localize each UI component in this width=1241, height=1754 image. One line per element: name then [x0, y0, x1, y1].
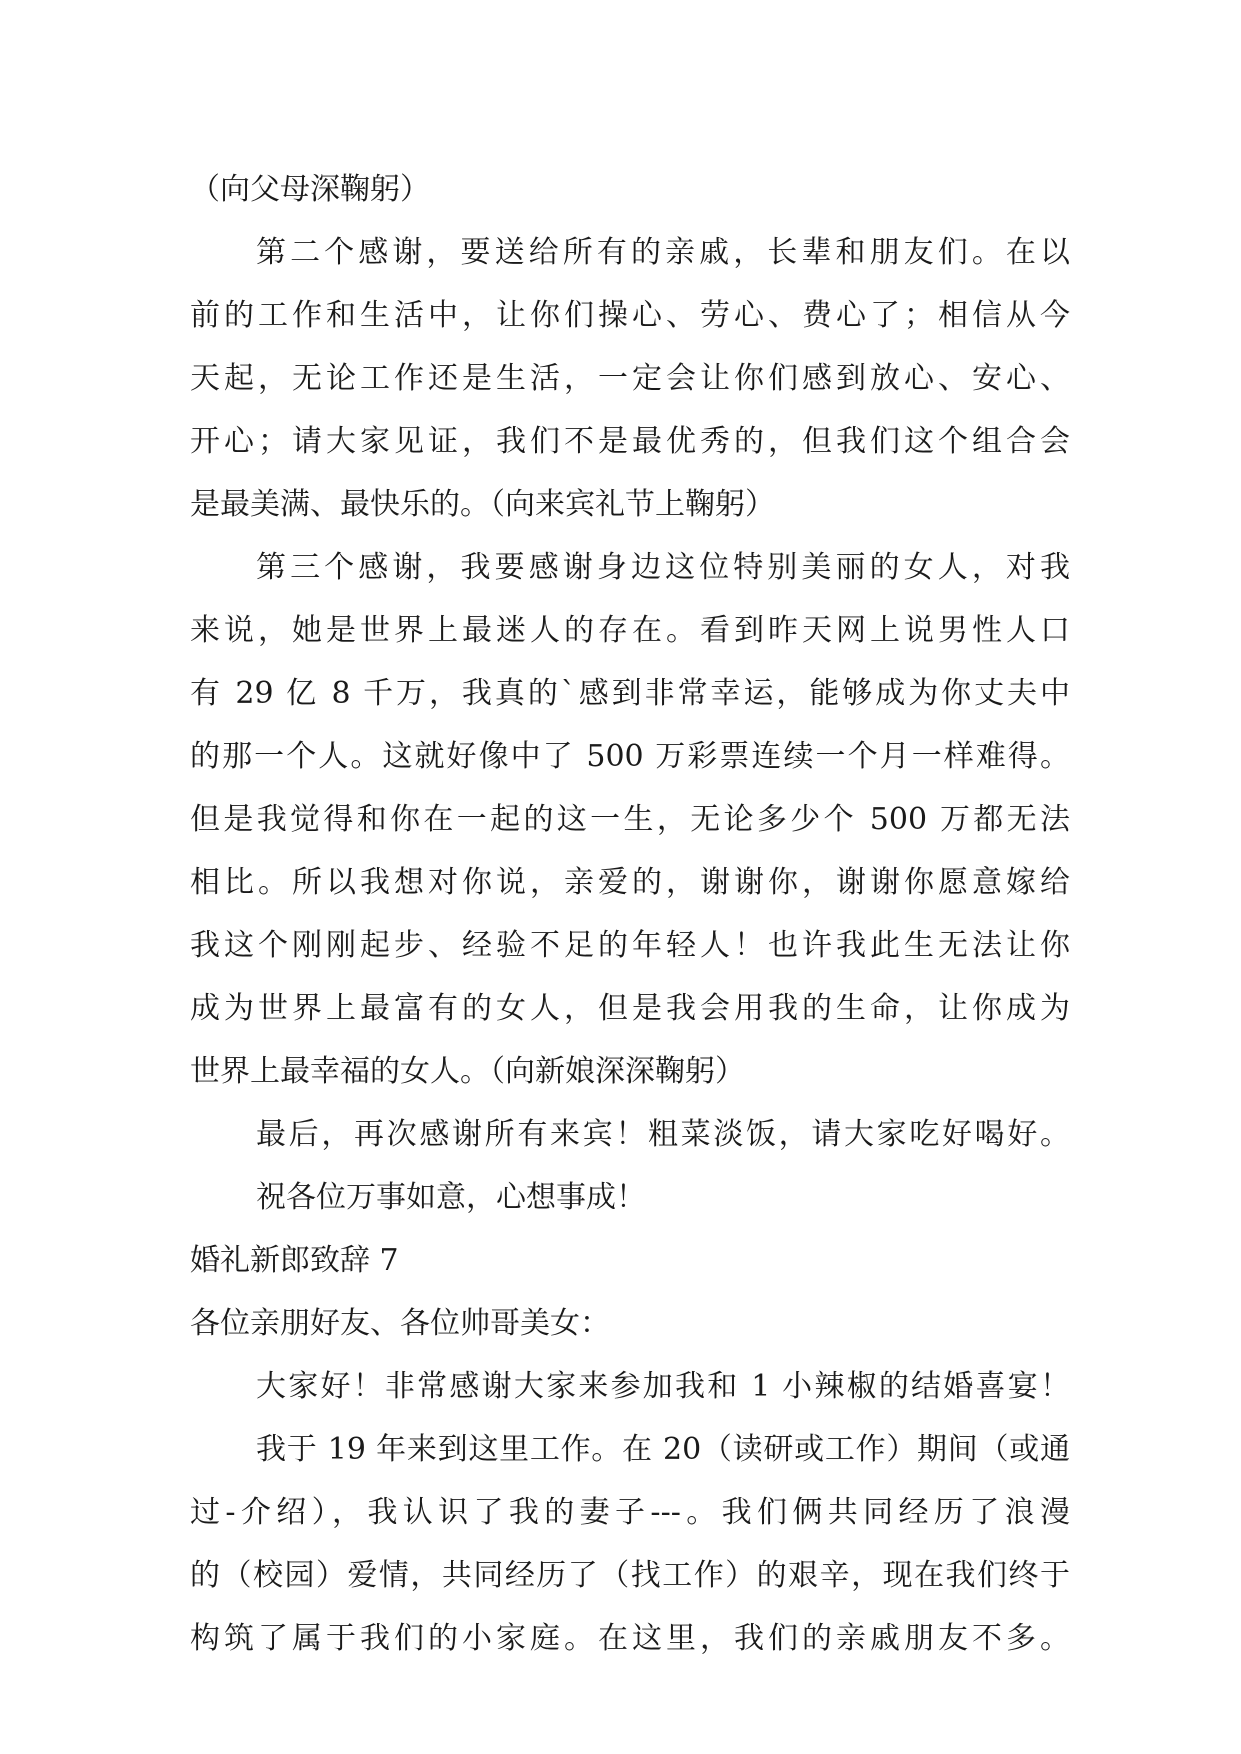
text-line-10: 的那一个人。这就好像中了 500 万彩票连续一个月一样难得。 — [190, 739, 1070, 774]
section-heading: 婚礼新郎致辞 7 — [190, 1243, 399, 1278]
text-line-2: 第二个感谢，要送给所有的亲戚，长辈和朋友们。在以 — [256, 235, 1070, 270]
text-line-15: 世界上最幸福的女人。（向新娘深深鞠躬） — [190, 1054, 745, 1089]
text-line-21: 我于 19 年来到这里工作。在 20（读研或工作）期间（或通 — [256, 1432, 1070, 1467]
text-line-5: 开心；请大家见证，我们不是最优秀的，但我们这个组合会 — [190, 424, 1070, 459]
text-line-3: 前的工作和生活中，让你们操心、劳心、费心了；相信从今 — [190, 298, 1070, 333]
text-line-24: 构筑了属于我们的小家庭。在这里，我们的亲戚朋友不多。 — [190, 1621, 1070, 1656]
salutation-line: 各位亲朋好友、各位帅哥美女： — [190, 1306, 610, 1341]
text-line-20: 大家好！非常感谢大家来参加我和 1 小辣椒的结婚喜宴！ — [256, 1369, 1070, 1404]
text-line-14: 成为世界上最富有的女人，但是我会用我的生命，让你成为 — [190, 991, 1070, 1026]
text-line-23: 的（校园）爱情，共同经历了（找工作）的艰辛，现在我们终于 — [190, 1558, 1070, 1593]
text-line-13: 我这个刚刚起步、经验不足的年轻人！也许我此生无法让你 — [190, 928, 1070, 963]
document-body — [190, 158, 1070, 1670]
text-line-9: 有 29 亿 8 千万，我真的`感到非常幸运，能够成为你丈夫中 — [190, 676, 1070, 711]
text-line-4: 天起，无论工作还是生活，一定会让你们感到放心、安心、 — [190, 361, 1070, 396]
text-line-7: 第三个感谢，我要感谢身边这位特别美丽的女人，对我 — [256, 550, 1070, 585]
text-line-6: 是最美满、最快乐的。（向来宾礼节上鞠躬） — [190, 487, 775, 522]
text-line-1: （向父母深鞠躬） — [190, 172, 430, 207]
text-line-22: 过-介绍），我认识了我的妻子---。我们俩共同经历了浪漫 — [190, 1495, 1070, 1530]
text-line-11: 但是我觉得和你在一起的这一生，无论多少个 500 万都无法 — [190, 802, 1070, 837]
text-line-16: 最后，再次感谢所有来宾！粗菜淡饭，请大家吃好喝好。 — [256, 1117, 1070, 1152]
text-line-8: 来说，她是世界上最迷人的存在。看到昨天网上说男性人口 — [190, 613, 1070, 648]
text-line-12: 相比。所以我想对你说，亲爱的，谢谢你，谢谢你愿意嫁给 — [190, 865, 1070, 900]
text-line-17: 祝各位万事如意，心想事成！ — [256, 1180, 646, 1215]
